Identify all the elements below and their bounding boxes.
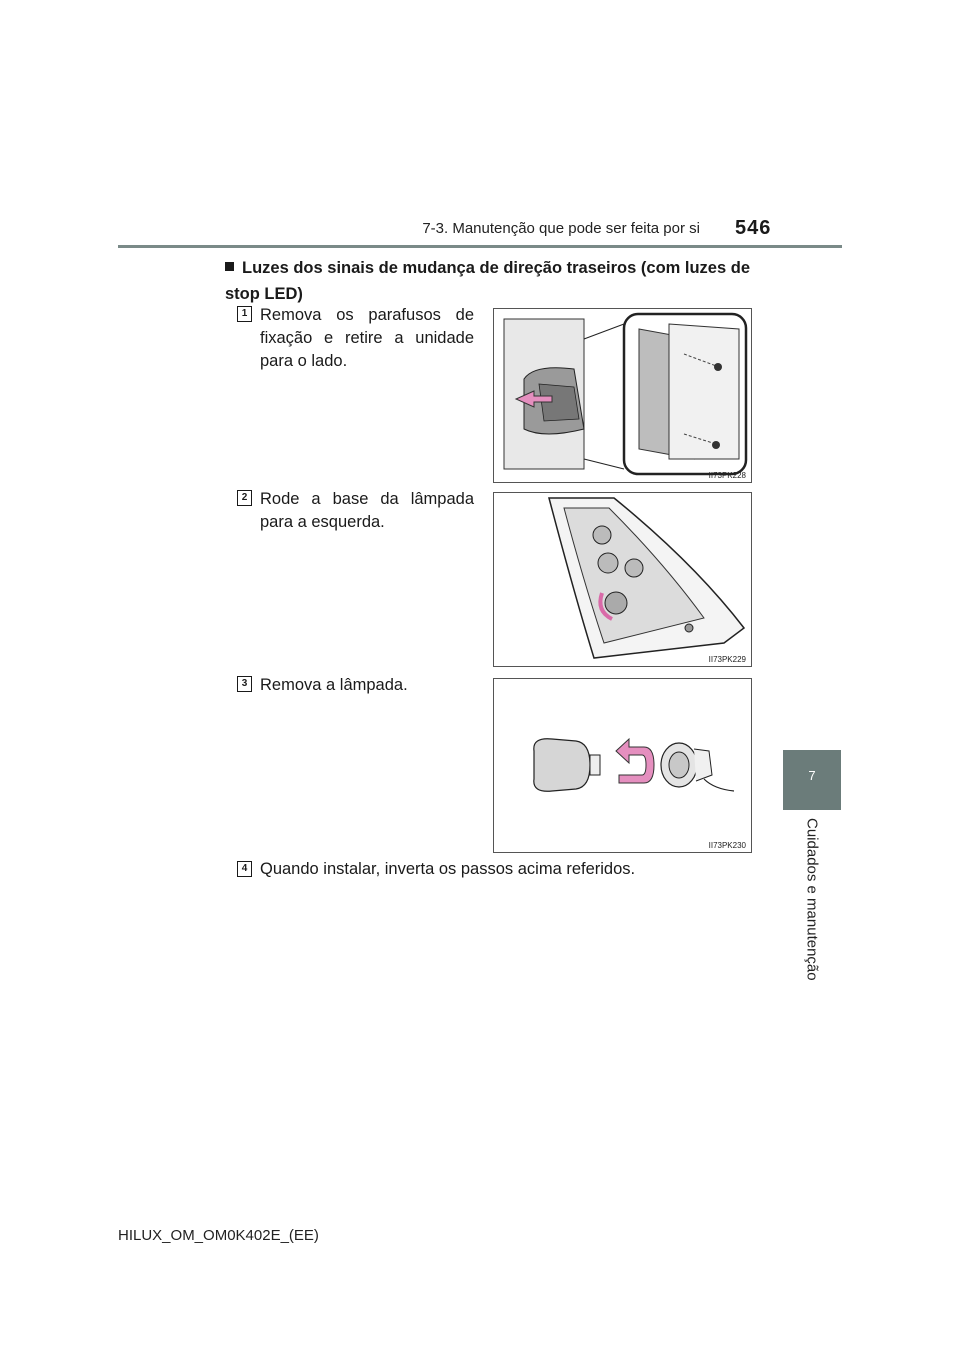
bulb-removal-illustration: [494, 679, 751, 852]
step-text: Remova a lâmpada.: [260, 676, 408, 694]
section-title: 7-3. Manutenção que pode ser feita por si: [422, 220, 700, 237]
section-heading: [225, 255, 750, 307]
heading-text: Luzes dos sinais de mudança de direção traseiros (com luzes de stop LED): [225, 259, 751, 303]
chapter-tab[interactable]: [783, 750, 841, 810]
screw-icon: [712, 441, 720, 449]
step-text: Rode a base da lâmpada para a esquerda.: [260, 490, 474, 531]
figure-remove-bulb: [493, 678, 752, 853]
screw-icon: [714, 363, 722, 371]
figure-remove-unit: [493, 308, 752, 483]
document-code: HILUX_OM_OM0K402E_(EE): [118, 1227, 319, 1244]
figure-code: II73PK229: [708, 655, 746, 664]
figure-rotate-socket: [493, 492, 752, 667]
bulb-icon: [534, 739, 590, 792]
step-number-badge: 4: [237, 861, 252, 877]
tail-light-removal-illustration: [494, 309, 751, 482]
step-number-badge: 2: [237, 490, 252, 506]
chapter-title: Cuidados e manutenção: [803, 818, 821, 981]
header-divider: [118, 245, 842, 248]
figure-code: II73PK230: [708, 841, 746, 850]
step-text: Remova os parafusos de fixação e retire a unidade para o lado.: [260, 306, 474, 370]
step-number-badge: 1: [237, 306, 252, 322]
tail-light-back-illustration: [494, 493, 751, 666]
chapter-number: 7: [808, 768, 816, 783]
return-arrow-icon: [616, 739, 654, 783]
step-number-badge: 3: [237, 676, 252, 692]
figure-code: II73PK228: [708, 471, 746, 480]
page-number: 546: [735, 217, 772, 239]
step-text: Quando instalar, inverta os passos acima referidos.: [260, 860, 636, 878]
square-bullet-icon: [225, 262, 234, 271]
